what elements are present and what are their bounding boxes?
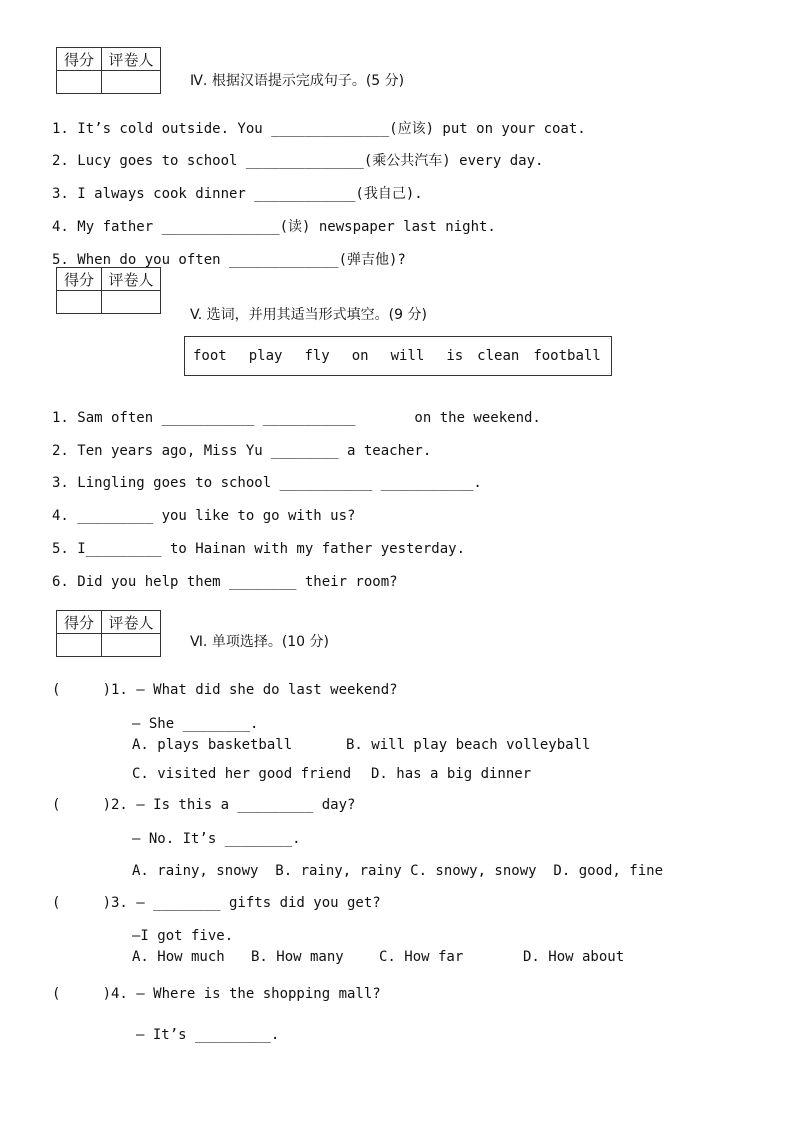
q4-answer: — It’s _________. [136, 1027, 280, 1043]
q2-options: A. rainy, snowy B. rainy, rainy C. snowy, snowy D. good, fine [132, 863, 664, 879]
s4-item-5: 5. When do you often _____________(弹吉他)? [52, 252, 406, 268]
score-table-5 [56, 267, 161, 314]
word-bank-item: fly [304, 348, 330, 364]
section-5-title: V. 选词，并用其适当形式填空。(9 分) [190, 307, 427, 323]
grader-cell[interactable] [102, 634, 161, 657]
word-bank [184, 336, 612, 376]
grader-header: 评卷人 [102, 268, 161, 291]
grader-header: 评卷人 [102, 48, 161, 71]
q1-answer: — She ________. [132, 716, 259, 732]
q1-option-c: C. visited her good friend [132, 766, 352, 782]
q1-option-d: D. has a big dinner [371, 766, 532, 782]
q3-answer: —I got five. [132, 928, 234, 944]
word-bank-item: football [533, 348, 601, 364]
score-header: 得分 [57, 48, 102, 71]
s5-item-6: 6. Did you help them ________ their room? [52, 574, 398, 590]
word-bank-item: foot [193, 348, 227, 364]
q1-question: ( )1. — What did she do last weekend? [52, 682, 398, 698]
s4-item-2: 2. Lucy goes to school ______________(乘公共汽车) every day. [52, 153, 544, 169]
s4-item-1: 1. It’s cold outside. You ______________(应该) put on your coat. [52, 121, 586, 137]
word-bank-item: is [446, 348, 464, 364]
score-cell[interactable] [57, 634, 102, 657]
s5-item-2: 2. Ten years ago, Miss Yu ________ a teacher. [52, 443, 432, 459]
q3-option-d: D. How about [523, 949, 625, 965]
q3-option-c: C. How far [379, 949, 464, 965]
grader-cell[interactable] [102, 291, 161, 314]
word-bank-item: will [390, 348, 425, 364]
score-cell[interactable] [57, 291, 102, 314]
q3-option-a: A. How much [132, 949, 225, 965]
s5-item-5: 5. I_________ to Hainan with my father yesterday. [52, 541, 466, 557]
section-6-title: Ⅵ. 单项选择。(10 分) [190, 634, 330, 650]
q3-option-b: B. How many [251, 949, 344, 965]
q1-option-a: A. plays basketball [132, 737, 293, 753]
grader-header: 评卷人 [102, 611, 161, 634]
s5-item-3: 3. Lingling goes to school ___________ ___________. [52, 475, 482, 491]
s5-item-1: 1. Sam often ___________ ___________ on the weekend. [52, 410, 541, 426]
q4-question: ( )4. — Where is the shopping mall? [52, 986, 381, 1002]
word-bank-item: on [351, 348, 369, 364]
score-header: 得分 [57, 268, 102, 291]
q2-answer: — No. It’s ________. [132, 831, 301, 847]
word-bank-item: play [248, 348, 283, 364]
s4-item-3: 3. I always cook dinner ____________(我自己). [52, 186, 423, 202]
grader-cell[interactable] [102, 71, 161, 94]
word-bank-item: clean [477, 348, 520, 364]
section-4-title: Ⅳ. 根据汉语提示完成句子。(5 分) [190, 73, 405, 89]
score-cell[interactable] [57, 71, 102, 94]
q2-question: ( )2. — Is this a _________ day? [52, 797, 356, 813]
s5-item-4: 4. _________ you like to go with us? [52, 508, 356, 524]
q1-option-b: B. will play beach volleyball [346, 737, 591, 753]
score-table-6 [56, 610, 161, 657]
score-table-4 [56, 47, 161, 94]
q3-question: ( )3. — ________ gifts did you get? [52, 895, 381, 911]
score-header: 得分 [57, 611, 102, 634]
s4-item-4: 4. My father ______________(读) newspaper last night. [52, 219, 496, 235]
